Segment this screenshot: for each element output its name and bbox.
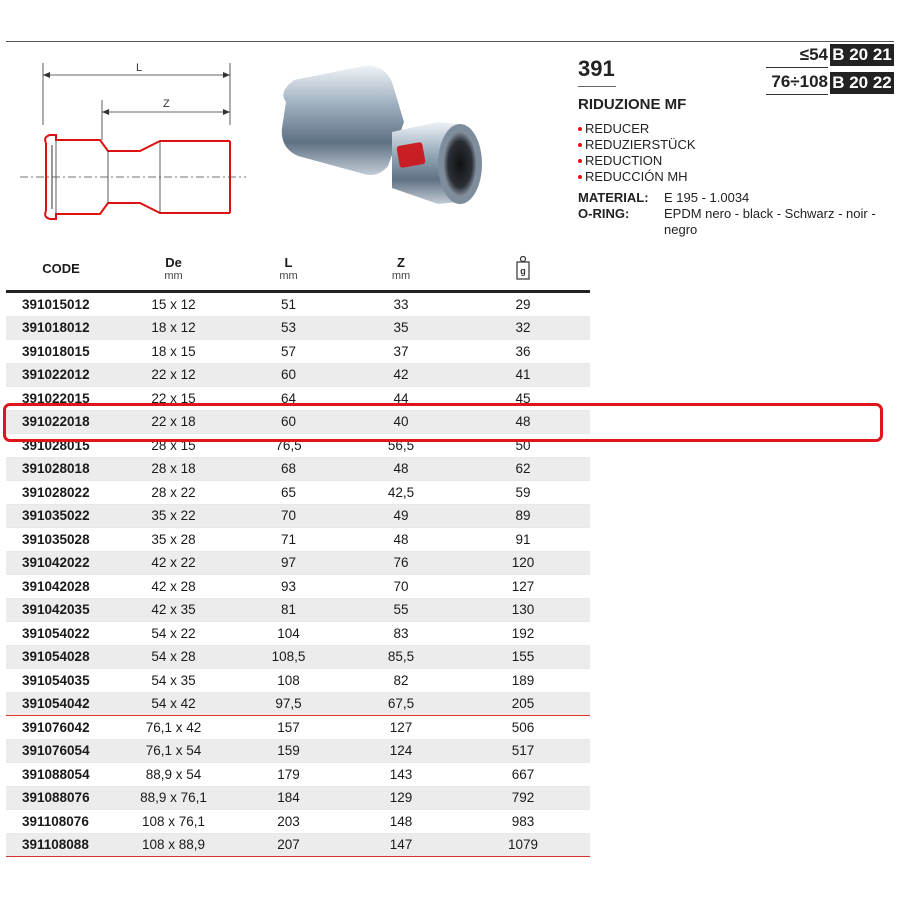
cell-de: 108 x 76,1: [116, 810, 231, 834]
technical-drawing: [10, 55, 250, 230]
badge-small: B 20 21: [830, 44, 894, 66]
cell-weight: 29: [456, 292, 590, 317]
cell-z: 42: [346, 363, 456, 387]
table-body: [6, 292, 590, 857]
cell-z: 70: [346, 575, 456, 599]
cell-weight: 32: [456, 316, 590, 340]
cell-weight: 62: [456, 457, 590, 481]
table-header-row: [6, 246, 590, 292]
reducer-drawing-svg: [10, 55, 250, 230]
cell-z: 124: [346, 739, 456, 763]
table-row: [6, 833, 590, 857]
cell-weight: 48: [456, 410, 590, 434]
cell-code: 391054035: [6, 669, 116, 693]
cell-code: 391076042: [6, 716, 116, 740]
reducer-photo-svg: [268, 62, 513, 222]
cell-weight: 1079: [456, 833, 590, 857]
range-large: 76÷108: [771, 72, 828, 91]
cell-z: 148: [346, 810, 456, 834]
cell-code: 391022015: [6, 387, 116, 411]
cell-weight: 506: [456, 716, 590, 740]
cell-l: 108,5: [231, 645, 346, 669]
cell-weight: 155: [456, 645, 590, 669]
cell-z: 85,5: [346, 645, 456, 669]
cell-de: 28 x 18: [116, 457, 231, 481]
table-row: [6, 481, 590, 505]
cell-code: 391028022: [6, 481, 116, 505]
table-row: [6, 457, 590, 481]
cell-weight: 41: [456, 363, 590, 387]
table-row: [6, 786, 590, 810]
cell-l: 157: [231, 716, 346, 740]
cell-weight: 127: [456, 575, 590, 599]
cell-z: 42,5: [346, 481, 456, 505]
product-photo: [268, 62, 513, 222]
cell-l: 93: [231, 575, 346, 599]
col-z-unit: mm: [391, 269, 411, 282]
cell-l: 108: [231, 669, 346, 693]
cell-z: 67,5: [346, 692, 456, 716]
product-table: [6, 246, 590, 857]
table-row: [6, 410, 590, 434]
cell-code: 391054022: [6, 622, 116, 646]
table-row: [6, 810, 590, 834]
col-de-label: De: [165, 254, 182, 270]
cell-l: 53: [231, 316, 346, 340]
cell-l: 76,5: [231, 434, 346, 458]
cell-de: 15 x 12: [116, 292, 231, 317]
table-row: [6, 316, 590, 340]
cell-l: 207: [231, 833, 346, 857]
cell-z: 147: [346, 833, 456, 857]
cell-weight: 36: [456, 340, 590, 364]
cell-z: 48: [346, 528, 456, 552]
cell-code: 391035028: [6, 528, 116, 552]
cell-l: 70: [231, 504, 346, 528]
col-de-unit: mm: [164, 269, 183, 282]
product-code-underline: [578, 86, 616, 87]
table-row: [6, 575, 590, 599]
cell-code: 391028015: [6, 434, 116, 458]
cell-l: 184: [231, 786, 346, 810]
cell-z: 33: [346, 292, 456, 317]
cell-l: 68: [231, 457, 346, 481]
table-row: [6, 763, 590, 787]
cell-weight: 983: [456, 810, 590, 834]
translation-fr: REDUCTION: [578, 153, 696, 169]
cell-weight: 517: [456, 739, 590, 763]
cell-l: 64: [231, 387, 346, 411]
table-row: [6, 340, 590, 364]
cell-weight: 89: [456, 504, 590, 528]
cell-de: 42 x 28: [116, 575, 231, 599]
table-row: [6, 645, 590, 669]
cell-l: 159: [231, 739, 346, 763]
cell-code: 391088076: [6, 786, 116, 810]
table-row: [6, 551, 590, 575]
product-title: RIDUZIONE MF: [578, 96, 687, 113]
cell-l: 60: [231, 410, 346, 434]
cell-code: 391022012: [6, 363, 116, 387]
range-small: ≤54: [799, 45, 828, 64]
cell-code: 391108076: [6, 810, 116, 834]
cell-z: 37: [346, 340, 456, 364]
dim-z-label: Z: [163, 98, 170, 110]
dim-l-label: L: [136, 62, 143, 74]
cell-code: 391042035: [6, 598, 116, 622]
cell-weight: 120: [456, 551, 590, 575]
cell-code: 391054028: [6, 645, 116, 669]
cell-z: 40: [346, 410, 456, 434]
translation-de: REDUZIERSTÜCK: [578, 137, 696, 153]
cell-z: 83: [346, 622, 456, 646]
material-label: MATERIAL:: [578, 190, 649, 205]
cell-z: 129: [346, 786, 456, 810]
cell-code: 391054042: [6, 692, 116, 716]
cell-l: 179: [231, 763, 346, 787]
cell-de: 42 x 22: [116, 551, 231, 575]
cell-l: 97,5: [231, 692, 346, 716]
cell-weight: 45: [456, 387, 590, 411]
cell-weight: 130: [456, 598, 590, 622]
cell-de: 76,1 x 54: [116, 739, 231, 763]
material-spec: [578, 190, 750, 205]
cell-z: 35: [346, 316, 456, 340]
oring-value: EPDM nero - black - Schwarz - noir - negro: [664, 206, 876, 237]
cell-de: 54 x 28: [116, 645, 231, 669]
col-weight: [456, 246, 590, 292]
cell-code: 391042022: [6, 551, 116, 575]
col-code: [6, 246, 116, 292]
translation-es: REDUCCIÓN MH: [578, 169, 696, 185]
cell-l: 60: [231, 363, 346, 387]
col-code-label: CODE: [42, 260, 80, 276]
cell-code: 391018012: [6, 316, 116, 340]
badge-large: B 20 22: [830, 72, 894, 94]
cell-de: 54 x 35: [116, 669, 231, 693]
cell-l: 104: [231, 622, 346, 646]
cell-de: 88,9 x 54: [116, 763, 231, 787]
cell-de: 28 x 22: [116, 481, 231, 505]
cell-de: 35 x 28: [116, 528, 231, 552]
table-row: [6, 598, 590, 622]
col-l-unit: mm: [279, 269, 298, 282]
cell-de: 35 x 22: [116, 504, 231, 528]
product-code: 391: [578, 56, 615, 81]
table-row: [6, 387, 590, 411]
table-row: [6, 692, 590, 716]
cell-z: 48: [346, 457, 456, 481]
cell-z: 143: [346, 763, 456, 787]
cell-de: 42 x 35: [116, 598, 231, 622]
material-value: E 195 - 1.0034: [664, 190, 750, 205]
cell-l: 65: [231, 481, 346, 505]
cell-l: 203: [231, 810, 346, 834]
cell-code: 391108088: [6, 833, 116, 857]
top-rule: [6, 41, 894, 42]
cell-de: 76,1 x 42: [116, 716, 231, 740]
cell-de: 28 x 15: [116, 434, 231, 458]
cell-weight: 91: [456, 528, 590, 552]
cell-z: 55: [346, 598, 456, 622]
cell-de: 22 x 15: [116, 387, 231, 411]
col-z: [346, 246, 456, 292]
weight-unit: g: [520, 266, 526, 276]
table-row: [6, 363, 590, 387]
cell-z: 44: [346, 387, 456, 411]
col-de: [116, 246, 231, 292]
cell-weight: 50: [456, 434, 590, 458]
cell-de: 54 x 22: [116, 622, 231, 646]
translations-list: [578, 121, 696, 185]
cell-weight: 189: [456, 669, 590, 693]
cell-code: 391088054: [6, 763, 116, 787]
col-l: [231, 246, 346, 292]
weight-icon: [515, 255, 531, 281]
cell-l: 71: [231, 528, 346, 552]
cell-l: 81: [231, 598, 346, 622]
table-row: [6, 292, 590, 317]
cell-weight: 792: [456, 786, 590, 810]
table-row: [6, 622, 590, 646]
table-row: [6, 739, 590, 763]
cell-de: 88,9 x 76,1: [116, 786, 231, 810]
cell-weight: 667: [456, 763, 590, 787]
cell-code: 391076054: [6, 739, 116, 763]
range-small-underline: [766, 67, 828, 68]
cell-z: 49: [346, 504, 456, 528]
cell-code: 391028018: [6, 457, 116, 481]
cell-z: 56,5: [346, 434, 456, 458]
cell-z: 127: [346, 716, 456, 740]
oring-spec: [578, 206, 876, 237]
table-row: [6, 434, 590, 458]
cell-code: 391022018: [6, 410, 116, 434]
translation-en: REDUCER: [578, 121, 696, 137]
oring-label: O-RING:: [578, 206, 630, 221]
table-row: [6, 669, 590, 693]
col-l-label: L: [284, 254, 293, 270]
cell-l: 51: [231, 292, 346, 317]
cell-code: 391042028: [6, 575, 116, 599]
range-large-underline: [766, 94, 828, 95]
cell-weight: 205: [456, 692, 590, 716]
cell-weight: 59: [456, 481, 590, 505]
cell-code: 391018015: [6, 340, 116, 364]
table-row: [6, 716, 590, 740]
cell-z: 76: [346, 551, 456, 575]
cell-de: 108 x 88,9: [116, 833, 231, 857]
cell-code: 391035022: [6, 504, 116, 528]
cell-de: 22 x 12: [116, 363, 231, 387]
table-row: [6, 504, 590, 528]
cell-de: 54 x 42: [116, 692, 231, 716]
cell-code: 391015012: [6, 292, 116, 317]
cell-l: 57: [231, 340, 346, 364]
cell-l: 97: [231, 551, 346, 575]
cell-de: 18 x 15: [116, 340, 231, 364]
cell-weight: 192: [456, 622, 590, 646]
cell-de: 18 x 12: [116, 316, 231, 340]
table-row: [6, 528, 590, 552]
cell-de: 22 x 18: [116, 410, 231, 434]
col-z-label: Z: [397, 254, 405, 270]
cell-z: 82: [346, 669, 456, 693]
